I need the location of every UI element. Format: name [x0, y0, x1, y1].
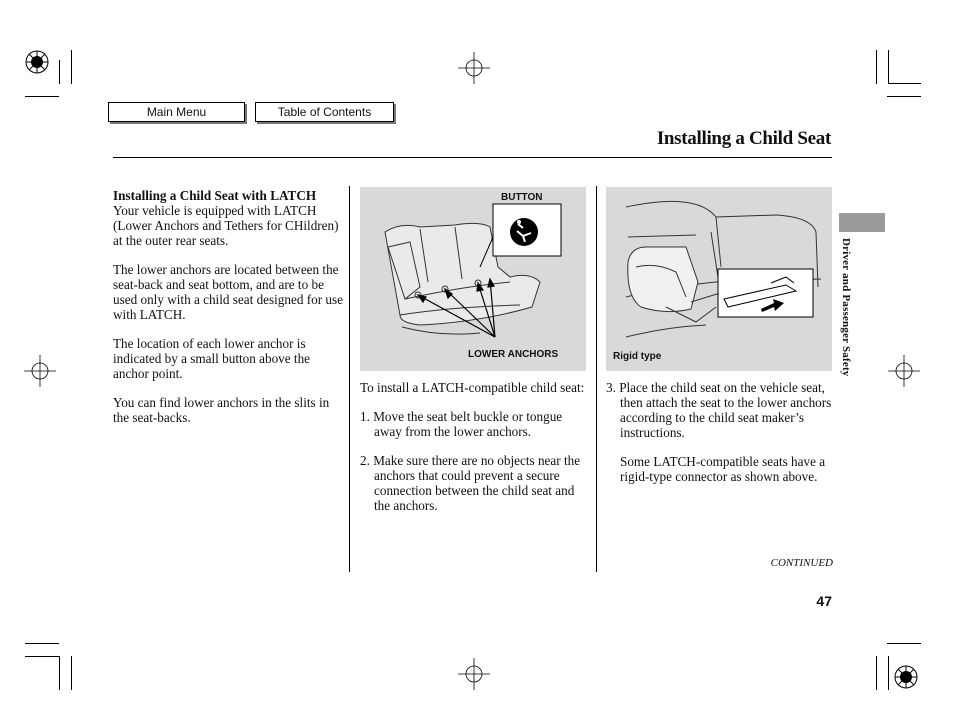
rigid-connector-illustration: [606, 187, 832, 371]
rear-seat-illustration: [360, 187, 586, 371]
paragraph: To install a LATCH-compatible child seat:: [360, 380, 585, 395]
paragraph: Some LATCH-compatible seats have a rigid-type connector as shown above.: [620, 454, 826, 484]
rigid-type-figure: [606, 187, 832, 371]
lower-anchors-label: LOWER ANCHORS: [468, 349, 559, 360]
list-item: 2. Make sure there are no objects near the anchors that could prevent a secure connection between the child seat and the anchors.: [360, 453, 581, 513]
registration-crosshair-icon: [458, 658, 490, 690]
paragraph: Your vehicle is equipped with LATCH (Lower Anchors and Tethers for CHildren) at the outer rear seats.: [113, 203, 339, 248]
column-1: [113, 188, 343, 439]
lower-anchors-figure: [360, 187, 586, 371]
registration-sunburst-icon: [895, 666, 917, 688]
section-tab: [839, 213, 885, 232]
column-3: [606, 380, 832, 498]
paragraph: The location of each lower anchor is indicated by a small button above the anchor point.: [113, 336, 311, 381]
page-title: Installing a Child Seat: [656, 128, 831, 149]
paragraph: You can find lower anchors in the slits in the seat-backs.: [113, 395, 330, 425]
registration-crosshair-icon: [888, 355, 920, 387]
registration-crosshair-icon: [24, 355, 56, 387]
main-menu-button[interactable]: Main Menu: [108, 102, 245, 122]
column-2: [360, 380, 590, 527]
column-divider: [596, 186, 597, 572]
section-tab-label: Driver and Passenger Safety: [840, 238, 852, 377]
continued-note: CONTINUED: [770, 557, 833, 569]
column-divider: [349, 186, 350, 572]
page-number: 47: [816, 593, 832, 609]
button-label: BUTTON: [501, 192, 543, 203]
section-heading: Installing a Child Seat with LATCH: [113, 188, 317, 203]
rigid-type-label: Rigid type: [613, 351, 662, 362]
registration-crosshair-icon: [458, 52, 490, 84]
list-item: 1. Move the seat belt buckle or tongue away from the lower anchors.: [360, 409, 563, 439]
table-of-contents-button[interactable]: Table of Contents: [255, 102, 394, 122]
registration-sunburst-icon: [26, 51, 48, 73]
list-item: 3. Place the child seat on the vehicle seat, then attach the seat to the lower anchors according to the child seat maker’s instructions.: [606, 380, 832, 440]
title-rule: [113, 157, 832, 158]
paragraph: The lower anchors are located between the seat-back and seat bottom, and are to be used only with a child seat designed for use with LATCH.: [113, 262, 343, 322]
